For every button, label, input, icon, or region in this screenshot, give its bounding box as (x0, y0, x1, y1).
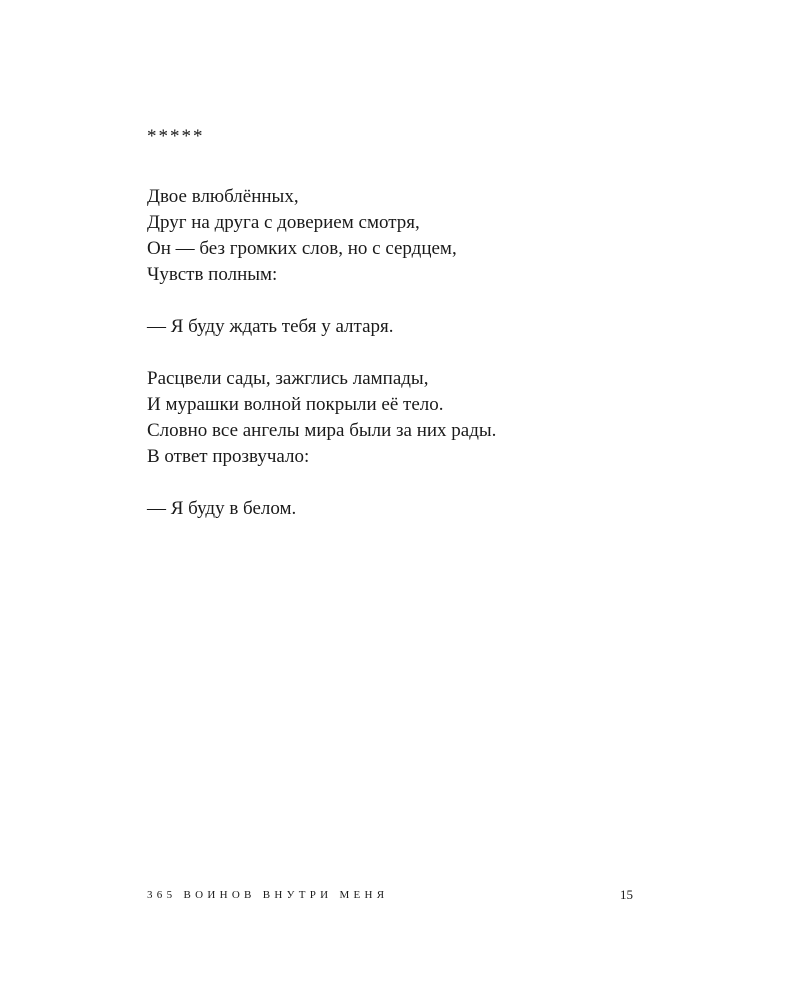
section-separator: ***** (147, 126, 205, 147)
poem-line: Расцвели сады, зажглись лампады, (147, 368, 429, 389)
poem-line: Словно все ангелы мира были за них рады. (147, 420, 497, 441)
poem-line: Друг на друга с доверием смотря, (147, 212, 420, 233)
poem (147, 124, 667, 548)
dialogue-line-1: — Я буду ждать тебя у алтаря. (147, 316, 394, 337)
page-footer (147, 885, 633, 905)
stanza-2 (147, 366, 667, 470)
poem-line: Чувств полным: (147, 264, 278, 285)
poem-line: В ответ прозвучало: (147, 446, 310, 467)
poem-line: Он — без громких слов, но с сердцем, (147, 238, 457, 259)
dialogue-line-2: — Я буду в белом. (147, 498, 297, 519)
running-title: 365 ВОИНОВ ВНУТРИ МЕНЯ (147, 889, 389, 901)
stanza-1 (147, 184, 667, 288)
poem-line: И мурашки волной покрыли её тело. (147, 394, 444, 415)
poem-line: Двое влюблённых, (147, 186, 299, 207)
page-number: 15 (620, 887, 633, 902)
